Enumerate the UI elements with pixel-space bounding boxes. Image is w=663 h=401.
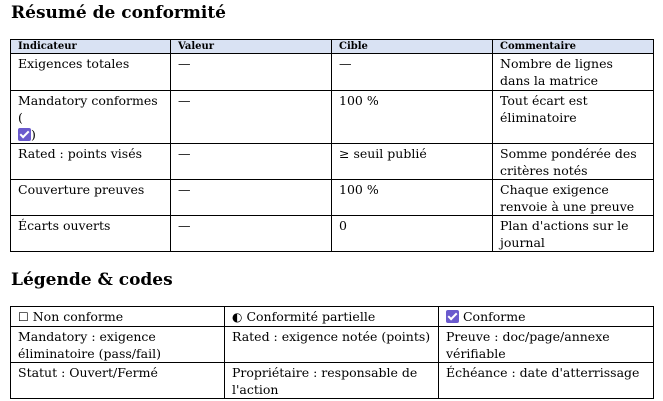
summary-title: Résumé de conformité	[11, 3, 226, 23]
legend-conforme	[439, 307, 654, 327]
legend-cell: Rated : exigence notée (points)	[225, 327, 439, 363]
cell-indicator: Écarts ouverts	[11, 216, 171, 252]
legend-title: Légende & codes	[11, 270, 173, 290]
cell-value: —	[171, 91, 332, 144]
header-indicateur: Indicateur	[11, 40, 171, 54]
legend-cell: Statut : Ouvert/Fermé	[11, 363, 225, 399]
checkbox-checked-icon	[446, 310, 459, 323]
legend-label: Conformité partielle	[242, 309, 376, 324]
cell-target: 100 %	[332, 91, 493, 144]
table-row	[11, 180, 654, 216]
cell-value: —	[171, 216, 332, 252]
legend-cell: Échéance : date d'atterrissage	[439, 363, 654, 399]
table-row	[11, 144, 654, 180]
table-row	[11, 216, 654, 252]
legend-table	[10, 306, 654, 399]
summary-header-row	[11, 40, 654, 54]
cell-target: 100 %	[332, 180, 493, 216]
legend-label: Non conforme	[28, 309, 124, 324]
table-row	[11, 54, 654, 91]
legend-partielle	[225, 307, 439, 327]
cell-target: ≥ seuil publié	[332, 144, 493, 180]
cell-comment: Tout écart est éliminatoire	[493, 91, 654, 144]
cell-value: —	[171, 54, 332, 91]
cell-indicator	[11, 91, 171, 144]
legend-cell: Propriétaire : responsable de l'action	[225, 363, 439, 399]
cell-comment: Chaque exigence renvoie à une preuve	[493, 180, 654, 216]
indicator-prefix: Mandatory conformes (	[18, 93, 158, 125]
header-valeur: Valeur	[171, 40, 332, 54]
checkbox-checked-icon	[18, 128, 31, 141]
cell-comment: Somme pondérée des critères notés	[493, 144, 654, 180]
summary-table	[10, 39, 654, 252]
legend-label: Conforme	[459, 309, 526, 324]
cell-value: —	[171, 144, 332, 180]
legend-row	[11, 363, 654, 399]
legend-non-conforme	[11, 307, 225, 327]
cell-target: 0	[332, 216, 493, 252]
legend-status-row	[11, 307, 654, 327]
cell-indicator: Couverture preuves	[11, 180, 171, 216]
header-cible: Cible	[332, 40, 493, 54]
cell-indicator: Rated : points visés	[11, 144, 171, 180]
legend-cell: Preuve : doc/page/annexe vérifiable	[439, 327, 654, 363]
empty-checkbox-icon: ☐	[18, 310, 29, 324]
header-commentaire: Commentaire	[493, 40, 654, 54]
legend-row	[11, 327, 654, 363]
half-circle-icon: ◐	[232, 310, 243, 324]
cell-indicator: Exigences totales	[11, 54, 171, 91]
indicator-suffix: )	[31, 127, 36, 142]
cell-value: —	[171, 180, 332, 216]
cell-comment: Plan d'actions sur le journal	[493, 216, 654, 252]
legend-cell: Mandatory : exigence éliminatoire (pass/fail)	[11, 327, 225, 363]
table-row	[11, 91, 654, 144]
cell-target: —	[332, 54, 493, 91]
cell-comment: Nombre de lignes dans la matrice	[493, 54, 654, 91]
